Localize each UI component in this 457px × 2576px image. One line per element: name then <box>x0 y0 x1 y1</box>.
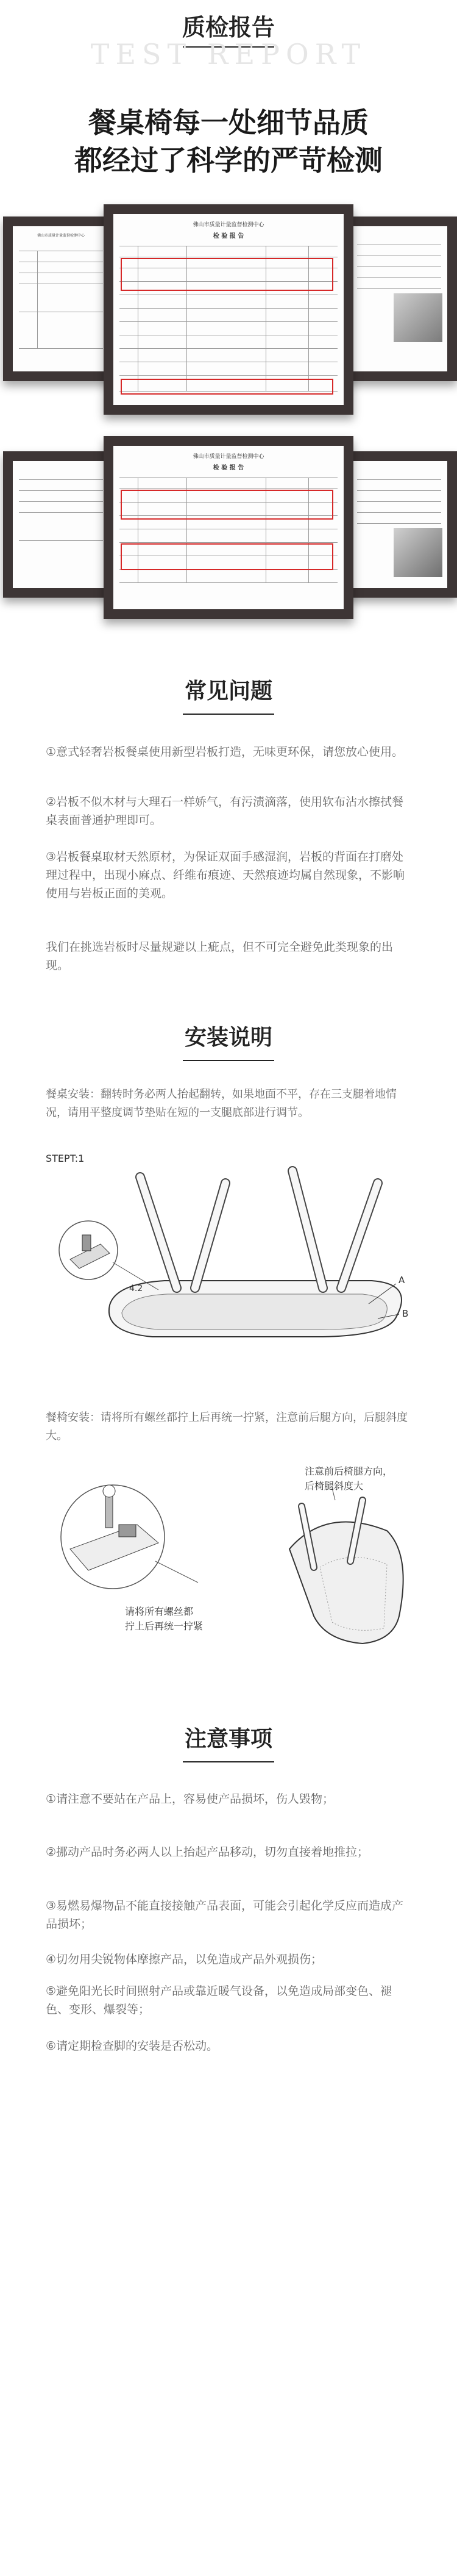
label-b: B <box>402 1308 409 1319</box>
report-frame-right-2 <box>341 451 457 598</box>
chair-install-diagram <box>46 1458 423 1659</box>
install-title: 安装说明 <box>184 1025 272 1050</box>
faq-title-underline <box>183 714 274 715</box>
notice-item-4: ④切勿用尖锐物体摩擦产品，以免造成产品外观损伤； <box>46 1953 323 1966</box>
label-4-2: 4.2 <box>129 1284 143 1293</box>
report-frame-left-2 <box>3 451 119 598</box>
highlight-box-2b <box>121 543 333 570</box>
report-frame-right-1 <box>341 216 457 381</box>
notice-item-1: ①请注意不要站在产品上，容易使产品损坏，伤人毁物； <box>46 1792 335 1806</box>
report-doc-subtitle: 检 验 报 告 <box>213 233 244 240</box>
highlight-box-top <box>121 258 333 291</box>
chair-install-text: 餐椅安装：请将所有螺丝都拧上后再统一拧紧，注意前后腿方向，后腿斜度大。 <box>46 1411 408 1442</box>
step-label: STEPT:1 <box>46 1153 85 1164</box>
table-photo-thumbnail <box>394 293 442 342</box>
faq-item-3: ③岩板餐桌取材天然原材，为保证双面手感湿润，岩板的背面在打磨处理过程中，出现小麻点、纤维布痕迹、天然痕迹均属自然现象，不影响使用与岩板正面的美观。 <box>46 850 405 900</box>
faq-item-1: ①意式轻奢岩板餐桌使用新型岩板打造，无味更环保，请您放心使用。 <box>46 745 404 759</box>
highlight-box-2a <box>121 490 333 520</box>
report-doc-header: 佛山市质量计量监督检测中心 <box>37 234 85 238</box>
label-a: A <box>399 1275 405 1286</box>
install-title-underline <box>183 1060 274 1061</box>
report-frame-center-1 <box>104 204 353 415</box>
quality-headline-line1: 餐桌椅每一处细节品质 <box>88 106 369 139</box>
faq-note: 我们在挑选岩板时尽量规避以上疵点，但不可完全避免此类现象的出现。 <box>46 940 394 972</box>
quality-headline-line2: 都经过了科学的严苛检测 <box>74 144 383 177</box>
notice-title: 注意事项 <box>184 1726 272 1751</box>
report-doc-subtitle-2: 检 验 报 告 <box>213 465 244 471</box>
test-report-watermark: TEST REPORT <box>90 38 367 71</box>
chair-note-3: 请将所有螺丝都 <box>125 1606 194 1617</box>
quality-report-title: 质检报告 <box>182 14 275 41</box>
report-frame-left-1 <box>3 216 119 381</box>
notice-item-3: ③易燃易爆物品不能直接接触产品表面，可能会引起化学反应而造成产品损坏； <box>46 1899 404 1931</box>
report-doc-header-main-2: 佛山市质量计量监督检测中心 <box>193 454 264 460</box>
notice-item-5: ⑤避免阳光长时间照射产品或靠近暖气设备，以免造成局部变色、褪色、变形、爆裂等； <box>46 1984 392 2016</box>
notice-item-2: ②挪动产品时务必两人以上抬起产品移动，切勿直接着地推拉； <box>46 1845 369 1859</box>
install-table-text: 餐桌安装：翻转时务必两人抬起翻转，如果地面不平，存在三支腿着地情况，请用平整度调节垫贴在短的一支腿底部进行调节。 <box>46 1088 397 1119</box>
notice-item-6: ⑥请定期检查脚的安装是否松动。 <box>46 2039 219 2053</box>
chair-photo-thumbnail <box>394 528 442 577</box>
notice-title-underline <box>183 1761 274 1762</box>
report-doc-header-main: 佛山市质量计量监督检测中心 <box>193 222 264 228</box>
chair-note-4: 拧上后再统一拧紧 <box>125 1620 204 1632</box>
faq-item-2: ②岩板不似木材与大理石一样娇气，有污渍滴落，使用软布沾水擦拭餐桌表面普通护理即可。 <box>46 795 404 827</box>
faq-title: 常见问题 <box>184 679 272 704</box>
report-frame-center-2 <box>104 436 353 619</box>
chair-note-1: 注意前后椅腿方向， <box>305 1465 393 1477</box>
chair-note-2: 后椅腿斜度大 <box>305 1480 364 1492</box>
table-install-diagram <box>55 1159 420 1360</box>
highlight-box-bottom <box>121 379 333 395</box>
